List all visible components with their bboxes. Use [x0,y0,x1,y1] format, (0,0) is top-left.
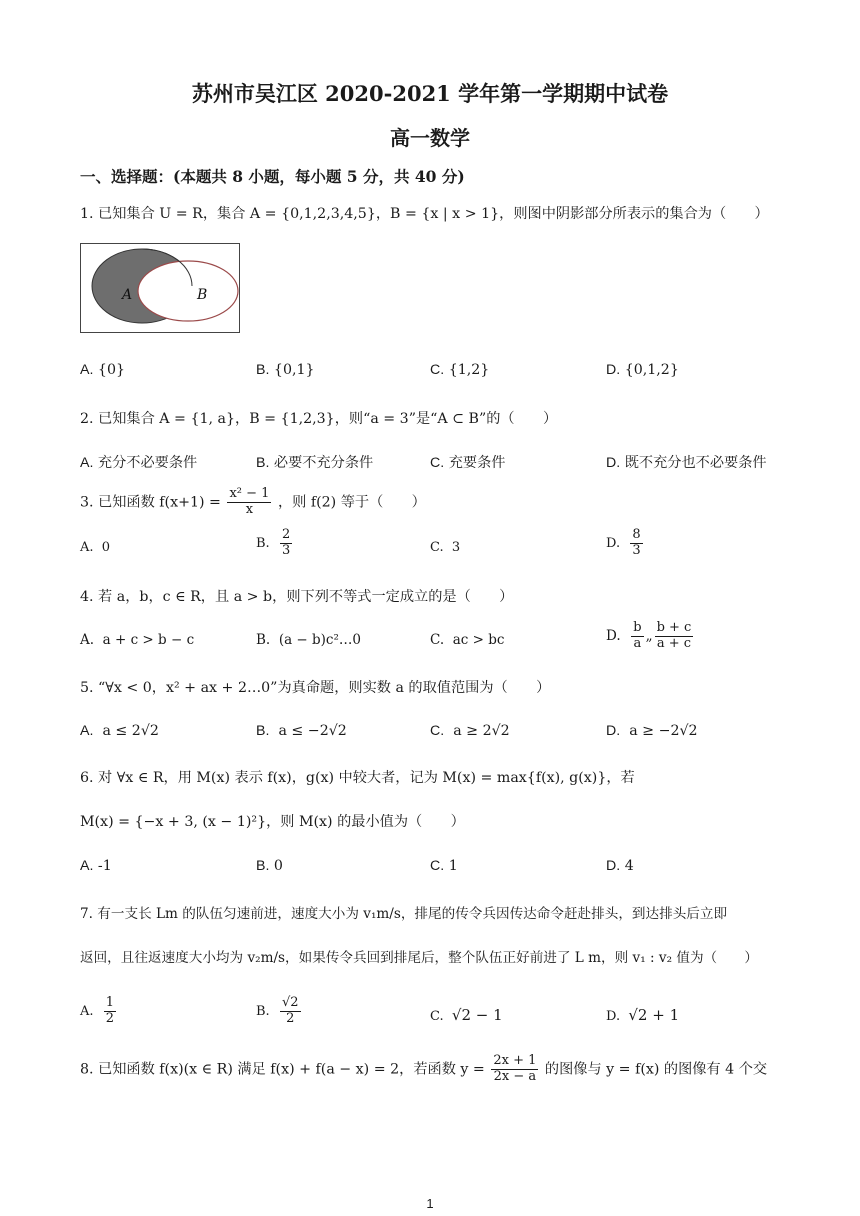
q1-option-b[interactable]: B. {0,1} [256,362,315,378]
q6-option-b[interactable]: B. 0 [256,858,283,874]
section-heading: 一、选择题：(本题共 8 小题，每小题 5 分，共 40 分) [80,167,465,186]
q4-option-b[interactable]: B. (a − b)c²…0 [256,632,361,648]
q2-option-a[interactable]: A. 充分不必要条件 [80,455,198,471]
question-7-line-2: 返回，且往返速度大小均为 v₂m/s，如果传令兵回到排尾后，整个队伍正好前进了 L m，则 v₁ : v₂ 值为（ ） [80,950,758,966]
q6-option-a[interactable]: A. -1 [80,858,112,874]
question-4-text: 4. 若 a，b，c ∈ R，且 a > b，则下列不等式一定成立的是（ ） [80,589,514,605]
q7-option-d[interactable]: D. √2 + 1 [606,1006,680,1024]
q6-option-d[interactable]: D. 4 [606,858,634,874]
q4-option-c[interactable]: C. ac > bc [430,632,505,648]
q3-option-d[interactable]: D. $\frac{8}{3}$ [606,527,641,558]
q2-option-c[interactable]: C. 充要条件 [430,455,506,471]
question-3-text: 3. 已知函数 f(x+1) = $\frac{\text{x² − 1}}{x}$ ，则 f(2) 等于（ ） [80,486,426,517]
question-8-text: 8. 已知函数 f(x)(x ∈ R) 满足 f(x) + f(a − x) = 2，若函数 y = $\frac{2x + 1}{2x - a}$ 的图像与 y = f(x) 的图像有 4 个交 [80,1053,768,1084]
q7-option-c[interactable]: C. √2 − 1 [430,1006,503,1024]
q1-option-d[interactable]: D. {0,1,2} [606,362,679,378]
venn-label-b: B [197,287,208,303]
q5-option-b[interactable]: B. a ≤ −2√2 [256,723,347,739]
q6-option-c[interactable]: C. 1 [430,858,458,874]
q1-option-a[interactable]: A. {0} [80,362,126,378]
q7-option-b[interactable]: B. $\frac{√2}{2}$ [256,995,299,1026]
venn-diagram [80,243,240,333]
q2-option-d[interactable]: D. 既不充分也不必要条件 [606,455,767,471]
q3-option-a[interactable]: A. 0 [80,540,111,555]
q3-option-c[interactable]: C. 3 [430,540,461,555]
exam-title: 苏州市吴江区 2020-2021 学年第一学期期中试卷 [191,81,669,106]
question-6-line-1: 6. 对 ∀x ∈ R，用 M(x) 表示 f(x)，g(x) 中较大者，记为 M(x) = max{f(x), g(x)}，若 [80,770,635,786]
q1-option-c[interactable]: C. {1,2} [430,362,490,378]
q8-fraction: $\frac{2x + 1}{2x - a}$ [493,1053,537,1084]
q5-option-c[interactable]: C. a ≥ 2√2 [430,723,510,739]
q3-fraction: $\frac{\text{x² − 1}}{x}$ [229,486,270,517]
question-7-line-1: 7. 有一支长 Lm 的队伍匀速前进，速度大小为 v₁m/s，排尾的传令兵因传达命令赶赴排头，到达排头后立即 [80,906,728,922]
exam-subtitle: 高一数学 [390,126,470,150]
venn-label-a: A [122,287,133,303]
q4-option-a[interactable]: A. a + c > b − c [80,632,195,648]
q4-option-d[interactable]: D. $\frac{b}{a}$ „ $\frac{b + c}{a + c}$ [606,620,692,651]
q2-option-b[interactable]: B. 必要不充分条件 [256,455,374,471]
question-2-text: 2. 已知集合 A = {1, a}，B = {1,2,3}，则“a = 3”是“A ⊂ B”的（ ） [80,411,558,427]
q5-option-d[interactable]: D. a ≥ −2√2 [606,723,698,739]
page-number: 1 [426,1196,434,1211]
q3-option-b[interactable]: B. $\frac{2}{3}$ [256,527,291,558]
q7-option-a[interactable]: A. $\frac{1}{2}$ [80,995,115,1026]
question-5-text: 5. “∀x < 0，x² + ax + 2…0”为真命题，则实数 a 的取值范围为（ ） [80,680,551,696]
question-6-line-2: M(x) = {−x + 3, (x − 1)²}，则 M(x) 的最小值为（ ） [80,814,465,830]
q5-option-a[interactable]: A. a ≤ 2√2 [80,723,159,739]
question-1-text: 1. 已知集合 U = R，集合 A = {0,1,2,3,4,5}，B = {x | x > 1}，则图中阴影部分所表示的集合为（ ） [80,206,769,222]
